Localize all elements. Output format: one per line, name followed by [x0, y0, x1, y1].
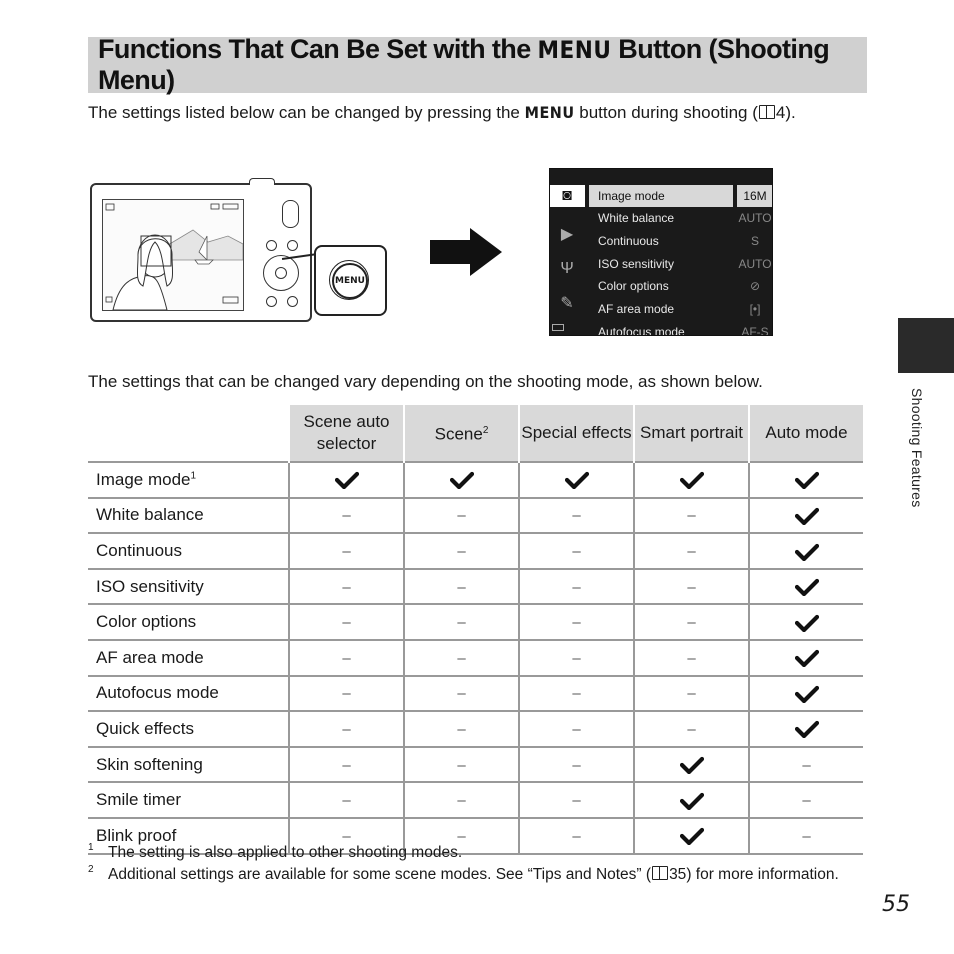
movie-record-button [282, 200, 299, 228]
menu-item[interactable]: White balance [598, 211, 675, 225]
checkmark-icon [795, 543, 819, 561]
column-header: Scene$^2$ [404, 405, 519, 462]
cell-check [749, 640, 863, 676]
cell-check [749, 604, 863, 640]
page-reference[interactable]: 4 [775, 103, 786, 122]
menu-button-small [266, 296, 277, 307]
multi-selector [263, 255, 299, 291]
menu-item[interactable]: Image mode [589, 185, 733, 207]
cell-check [749, 711, 863, 747]
cell-dash: – [634, 711, 749, 747]
menu-value: AUTO [738, 211, 772, 225]
cell-dash: – [749, 782, 863, 818]
column-header: Auto mode [749, 405, 863, 462]
footnote: 2 Additional settings are available for some scene modes. See “Tips and Notes” ( 35) for more information. [88, 864, 839, 883]
checkmark-icon [680, 792, 704, 810]
table-intro-text: The settings that can be changed vary depending on the shooting mode, as shown below. [88, 372, 763, 391]
right-arrow-icon [430, 228, 502, 276]
intro-text: The settings listed below can be changed by pressing the MENU button during shooting ( 4). [88, 103, 796, 122]
cell-dash: – [519, 676, 634, 712]
cell-dash: – [404, 676, 519, 712]
checkmark-icon [795, 507, 819, 525]
menu-value: AF-S [741, 325, 769, 336]
footnote: 1 The setting is also applied to other shooting modes. [88, 842, 463, 861]
cell-dash: – [289, 569, 404, 605]
menu-item[interactable]: Continuous [598, 234, 659, 248]
menu-word: MENU [524, 103, 575, 122]
menu-item[interactable]: Autofocus mode [598, 325, 685, 336]
menu-value: ⊘ [749, 279, 761, 293]
menu-value: S [750, 234, 759, 248]
cell-dash: – [289, 676, 404, 712]
cell-dash: – [289, 711, 404, 747]
camera-screen [102, 199, 244, 311]
row-label: Skin softening [88, 747, 289, 783]
cell-dash: – [289, 747, 404, 783]
column-header: Scene auto selector [289, 405, 404, 462]
page-reference[interactable]: 35 [669, 866, 687, 883]
checkmark-icon [795, 720, 819, 738]
checkmark-icon [680, 756, 704, 774]
cell-check [634, 747, 749, 783]
cell-dash: – [404, 711, 519, 747]
cell-dash: – [634, 569, 749, 605]
page-title: Functions That Can Be Set with the MENU Button (Shooting Menu) [98, 34, 830, 95]
cell-dash: – [404, 498, 519, 534]
cell-dash: – [519, 498, 634, 534]
cell-dash: – [634, 604, 749, 640]
menu-value: 16M [737, 185, 773, 207]
camera-back-illustration [90, 183, 312, 322]
table-row [88, 782, 863, 818]
function-table [88, 405, 863, 855]
row-label: Image mode$^1$ [88, 462, 289, 498]
wrench-icon: ✎ [560, 295, 574, 312]
cell-dash: – [749, 818, 863, 854]
cell-dash: – [289, 818, 404, 854]
table-row [88, 747, 863, 783]
cell-dash: – [519, 640, 634, 676]
cell-dash: – [634, 498, 749, 534]
menu-button-callout [314, 245, 387, 316]
checkmark-icon [795, 578, 819, 596]
cell-check [749, 676, 863, 712]
section-tab [898, 318, 954, 373]
cell-dash: – [634, 533, 749, 569]
table-row [88, 604, 863, 640]
cell-dash: – [289, 640, 404, 676]
row-label: ISO sensitivity [88, 569, 289, 605]
row-label: Color options [88, 604, 289, 640]
checkmark-icon [795, 471, 819, 489]
checkmark-icon [795, 614, 819, 632]
cell-dash: – [519, 533, 634, 569]
portrait-preview-icon [103, 200, 243, 310]
menu-item[interactable]: AF area mode [598, 302, 675, 316]
row-label: Smile timer [88, 782, 289, 818]
table-header-row [88, 405, 863, 462]
cell-dash: – [404, 569, 519, 605]
table-body [88, 462, 863, 854]
shutter-button [249, 178, 275, 185]
table-row [88, 533, 863, 569]
cell-dash: – [289, 782, 404, 818]
row-label: Blink proof [88, 818, 289, 854]
cell-dash: – [519, 711, 634, 747]
menu-item[interactable]: ISO sensitivity [598, 257, 675, 271]
cell-dash: – [634, 676, 749, 712]
menu-value: AUTO [738, 257, 772, 271]
book-reference-icon [652, 866, 668, 880]
cell-check [404, 462, 519, 498]
page-number: 55 [882, 892, 910, 917]
table-row [88, 640, 863, 676]
cell-check [749, 533, 863, 569]
cell-dash: – [519, 818, 634, 854]
menu-value: [•] [749, 302, 761, 316]
cell-dash: – [519, 569, 634, 605]
checkmark-icon [335, 471, 359, 489]
cell-check [749, 498, 863, 534]
checkmark-icon [795, 649, 819, 667]
cell-dash: – [519, 782, 634, 818]
cell-dash: – [749, 747, 863, 783]
delete-button [287, 296, 298, 307]
cell-check [634, 782, 749, 818]
footnotes [88, 842, 858, 886]
cell-dash: – [289, 533, 404, 569]
cell-dash: – [289, 498, 404, 534]
camera-icon: ◙ [549, 185, 585, 207]
menu-item[interactable]: Color options [598, 279, 669, 293]
menu-button: MENU [332, 263, 368, 299]
cell-dash: – [404, 782, 519, 818]
table-row [88, 462, 863, 498]
wireless-icon: Ψ [560, 260, 574, 277]
cell-dash: – [289, 604, 404, 640]
checkmark-icon [565, 471, 589, 489]
cell-dash: – [404, 818, 519, 854]
playback-button [287, 240, 298, 251]
movie-icon: ▶ [560, 226, 574, 243]
cell-dash: – [404, 747, 519, 783]
row-label: Quick effects [88, 711, 289, 747]
row-label: AF area mode [88, 640, 289, 676]
cell-check [634, 462, 749, 498]
row-label: Autofocus mode [88, 676, 289, 712]
section-label: Shooting Features [909, 388, 925, 508]
table-row [88, 498, 863, 534]
checkmark-icon [680, 471, 704, 489]
table-row [88, 676, 863, 712]
camera-mode-button [266, 240, 277, 251]
table-row [88, 569, 863, 605]
table-row [88, 711, 863, 747]
checkmark-icon [795, 685, 819, 703]
cell-dash: – [404, 640, 519, 676]
checkmark-icon [450, 471, 474, 489]
shooting-menu-screen [549, 168, 773, 336]
column-header: Special effects [519, 405, 634, 462]
cell-check [289, 462, 404, 498]
cell-check [749, 569, 863, 605]
row-label: White balance [88, 498, 289, 534]
title-bar [88, 34, 867, 95]
cell-check [519, 462, 634, 498]
menu-word: MENU [537, 36, 612, 64]
cell-dash: – [404, 533, 519, 569]
column-header: Smart portrait [634, 405, 749, 462]
row-label: Continuous [88, 533, 289, 569]
cell-dash: – [404, 604, 519, 640]
cell-dash: – [634, 640, 749, 676]
cell-dash: – [519, 747, 634, 783]
cell-check [749, 462, 863, 498]
cell-dash: – [519, 604, 634, 640]
book-reference-icon [759, 105, 775, 119]
